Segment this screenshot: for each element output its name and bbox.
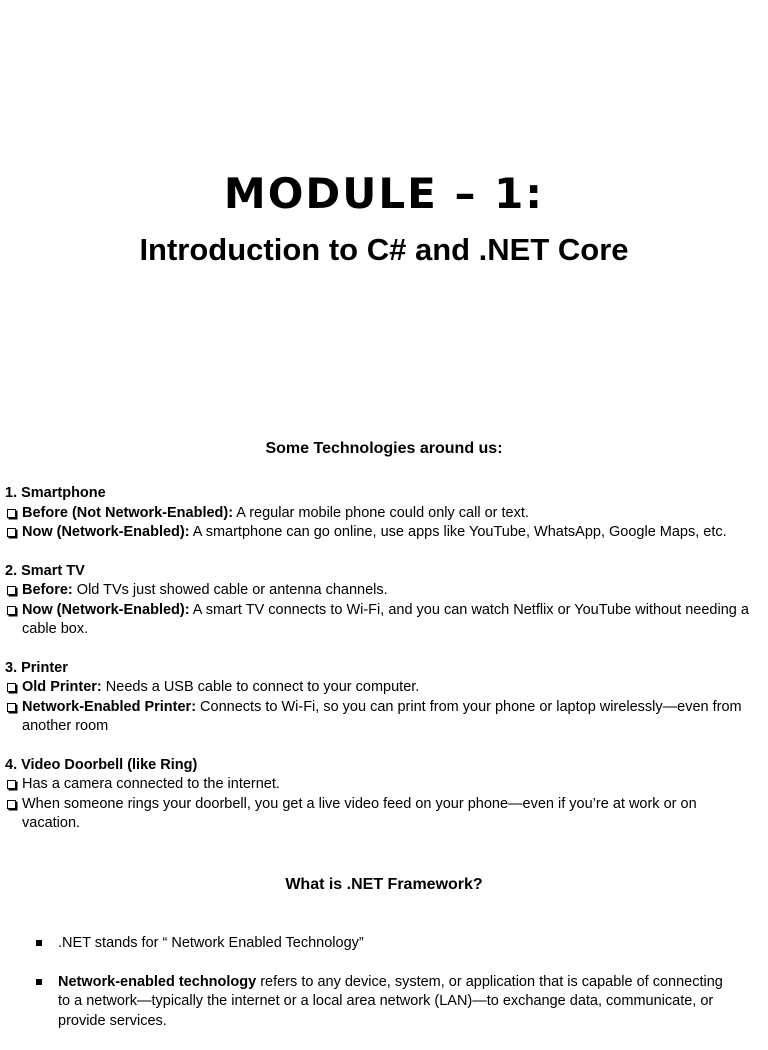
checkbox-square-icon [7, 528, 16, 537]
list-item [5, 601, 755, 640]
point-label: Now (Network-Enabled): [22, 601, 190, 618]
tech-item-printer [5, 659, 755, 737]
point-label: Network-Enabled Printer: [22, 698, 197, 715]
framework-heading: What is .NET Framework? [285, 876, 483, 893]
checkbox-square-icon [7, 780, 16, 789]
checkbox-square-icon [7, 800, 16, 809]
framework-bullets [36, 934, 736, 1050]
list-item [5, 581, 755, 601]
list-item [5, 775, 755, 795]
list-item [36, 934, 736, 954]
tech-item-title: 4. Video Doorbell (like Ring) [5, 756, 198, 773]
tech-item-smartphone [5, 484, 755, 543]
list-item [5, 795, 755, 834]
technologies-list [5, 484, 755, 853]
tech-item-video-doorbell [5, 756, 755, 834]
point-text: Has a camera connected to the internet. [22, 776, 280, 792]
module-title: MODULE – 1: [223, 169, 545, 218]
point-text: Connects to Wi-Fi, so you can print from your phone or laptop wirelessly—even from another room [22, 698, 742, 734]
point-text: A smart TV connects to Wi-Fi, and you can watch Netflix or YouTube without needing a cable box. [22, 601, 749, 637]
square-bullet-icon [36, 979, 42, 985]
checkbox-square-icon [7, 586, 16, 595]
list-item [5, 678, 755, 698]
list-item [5, 698, 755, 737]
point-label: Old Printer: [22, 679, 102, 695]
bullet-text: refers to any device, system, or application that is capable of connecting to a network—typically the internet or a local area network (LAN)—to exchange data, communicate, or provide services. [58, 973, 723, 1029]
list-item [5, 523, 755, 543]
checkbox-square-icon [7, 683, 16, 692]
bullet-text: .NET stands for “ Network Enabled Technology” [58, 935, 364, 951]
point-text: Needs a USB cable to connect to your computer. [101, 679, 420, 695]
tech-item-title: 1. Smartphone [5, 485, 106, 501]
point-text: A regular mobile phone could only call or text. [233, 504, 529, 521]
bullet-label: Network-enabled technology [58, 973, 257, 990]
checkbox-square-icon [7, 606, 16, 615]
point-label: Before (Not Network-Enabled): [22, 504, 234, 521]
point-label: Before: [22, 582, 73, 598]
tech-item-title: 3. Printer [5, 659, 68, 676]
point-text: When someone rings your doorbell, you get a live video feed on your phone—even if you’re at work or on vacation. [22, 795, 697, 831]
checkbox-square-icon [7, 703, 16, 712]
technologies-heading: Some Technologies around us: [265, 440, 503, 457]
list-item [5, 504, 755, 524]
square-bullet-icon [36, 940, 42, 946]
point-label: Now (Network-Enabled): [22, 524, 190, 540]
checkbox-square-icon [7, 509, 16, 518]
list-item [36, 973, 736, 1032]
tech-item-title: 2. Smart TV [5, 562, 85, 579]
module-subtitle: Introduction to C# and .NET Core [139, 232, 629, 267]
point-text: A smartphone can go online, use apps like YouTube, WhatsApp, Google Maps, etc. [189, 524, 727, 540]
tech-item-smart-tv [5, 562, 755, 640]
point-text: Old TVs just showed cable or antenna channels. [72, 582, 388, 598]
